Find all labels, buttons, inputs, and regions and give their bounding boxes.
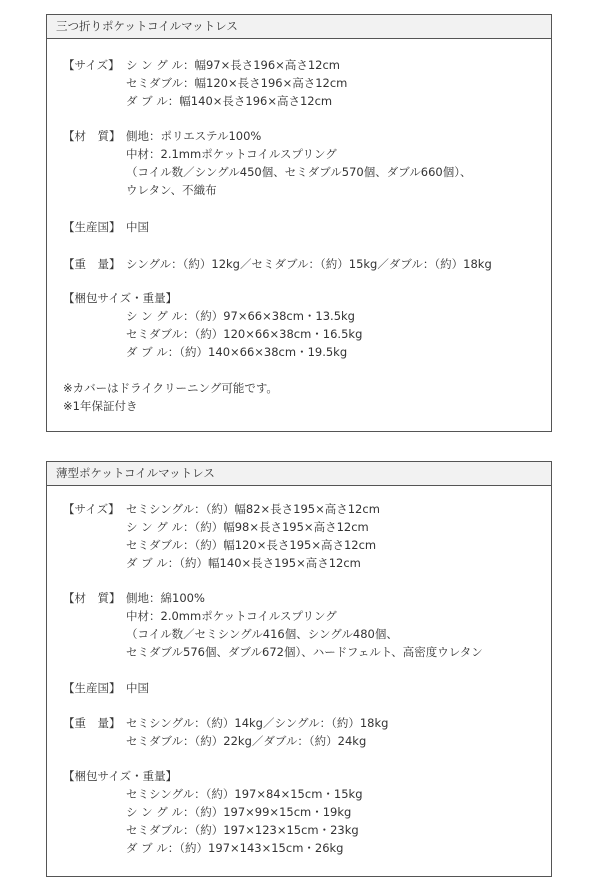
note-line: ※カバーはドライクリーニング可能です。 bbox=[63, 381, 278, 395]
package-label: 【梱包サイズ・重量】 bbox=[63, 291, 178, 305]
package-line: セミダブル：（約）120×66×38cm・16.5kg bbox=[126, 327, 363, 341]
weight-label: 【重 量】 bbox=[63, 716, 121, 730]
size-line: シ ン グ ル：（約）幅98×長さ195×高さ12cm bbox=[126, 520, 369, 534]
product-title: 三つ折りポケットコイルマットレス bbox=[47, 15, 551, 39]
material-line: 中材：2.1mmポケットコイルスプリング bbox=[126, 147, 337, 161]
weight-label: 【重 量】 bbox=[63, 257, 121, 271]
material-label: 【材 質】 bbox=[63, 591, 121, 605]
product-title: 薄型ポケットコイルマットレス bbox=[47, 462, 551, 486]
material-line: 側地：綿100% bbox=[126, 591, 205, 605]
spec-box-thin bbox=[46, 461, 552, 877]
spec-box-trifold bbox=[46, 14, 552, 432]
size-line: ダ ブ ル：（約）幅140×長さ195×高さ12cm bbox=[126, 556, 361, 570]
package-line: セミダブル：（約）197×123×15cm・23kg bbox=[126, 823, 359, 837]
material-line: セミダブル576個、ダブル672個）、ハードフェルト、高密度ウレタン bbox=[126, 645, 483, 659]
origin-label: 【生産国】 bbox=[63, 220, 121, 234]
origin-value: 中国 bbox=[126, 220, 149, 234]
size-label: 【サイズ】 bbox=[63, 502, 120, 516]
package-line: ダ ブ ル：（約）197×143×15cm・26kg bbox=[126, 841, 344, 855]
material-label: 【材 質】 bbox=[63, 129, 121, 143]
material-line: （コイル数／シングル450個、セミダブル570個、ダブル660個）、 bbox=[126, 165, 472, 179]
size-line: セミダブル：（約）幅120×長さ195×高さ12cm bbox=[126, 538, 377, 552]
origin-label: 【生産国】 bbox=[63, 681, 121, 695]
weight-line: セミダブル：（約）22kg／ダブル：（約）24kg bbox=[126, 734, 367, 748]
size-line: セミシングル：（約）幅82×長さ195×高さ12cm bbox=[126, 502, 380, 516]
package-line: シ ン グ ル：（約）197×99×15cm・19kg bbox=[126, 805, 352, 819]
size-line: シ ン グ ル：幅97×長さ196×高さ12cm bbox=[126, 58, 340, 72]
material-line: ウレタン、不織布 bbox=[126, 183, 217, 197]
material-line: 側地：ポリエステル100% bbox=[126, 129, 262, 143]
weight-line: シングル：（約）12kg／セミダブル：（約）15kg／ダブル：（約）18kg bbox=[126, 257, 492, 271]
material-line: 中材：2.0mmポケットコイルスプリング bbox=[126, 609, 337, 623]
package-line: シ ン グ ル：（約）97×66×38cm・13.5kg bbox=[126, 309, 355, 323]
size-line: ダ ブ ル：幅140×長さ196×高さ12cm bbox=[126, 94, 333, 108]
note-line: ※1年保証付き bbox=[63, 399, 138, 413]
package-label: 【梱包サイズ・重量】 bbox=[63, 769, 178, 783]
material-line: （コイル数／セミシングル416個、シングル480個、 bbox=[126, 627, 398, 641]
origin-value: 中国 bbox=[126, 681, 149, 695]
size-line: セミダブル：幅120×長さ196×高さ12cm bbox=[126, 76, 348, 90]
package-line: ダ ブ ル：（約）140×66×38cm・19.5kg bbox=[126, 345, 348, 359]
weight-line: セミシングル：（約）14kg／シングル：（約）18kg bbox=[126, 716, 389, 730]
package-line: セミシングル：（約）197×84×15cm・15kg bbox=[126, 787, 363, 801]
size-label: 【サイズ】 bbox=[63, 58, 120, 72]
